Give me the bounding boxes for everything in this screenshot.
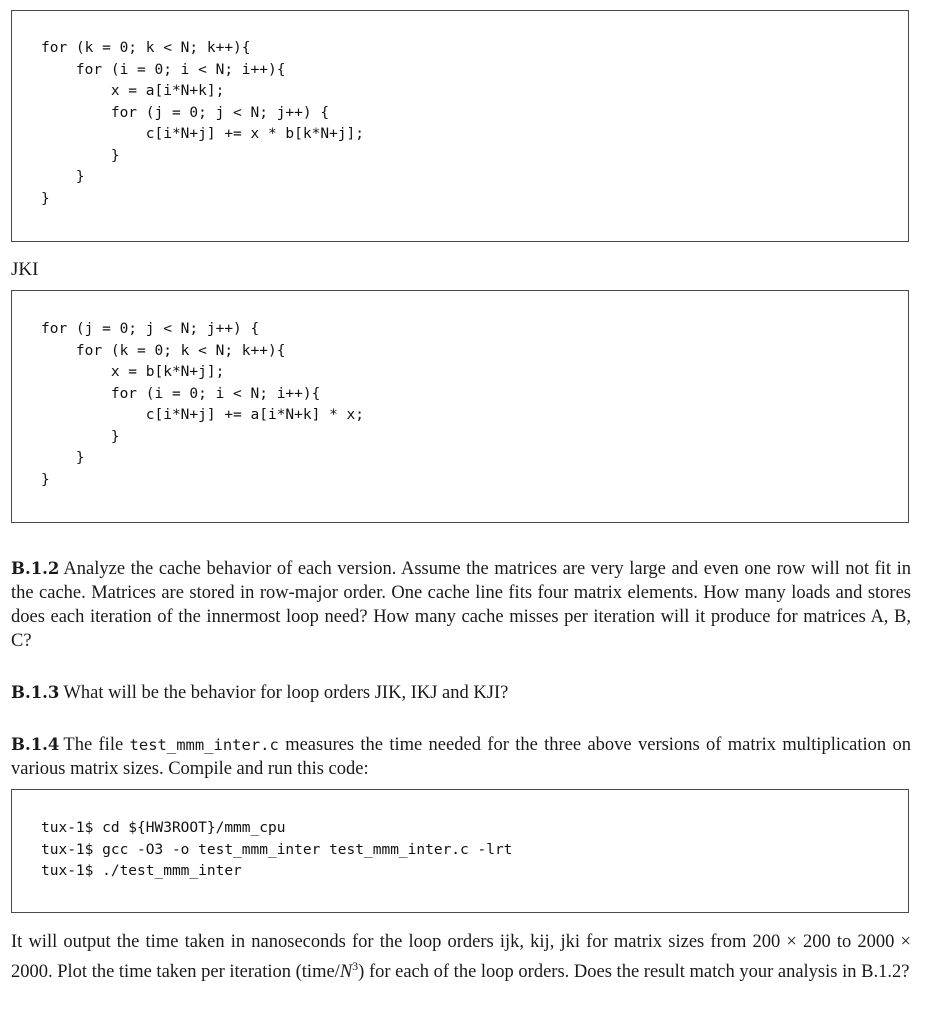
question-text: The file: [63, 735, 124, 755]
code-block-shell: [11, 789, 909, 913]
code-line: for (k = 0; k < N; k++){: [41, 40, 251, 56]
code-line: c[i*N+j] += a[i*N+k] * x;: [41, 407, 365, 423]
question-number: B.1.3: [11, 683, 60, 702]
question-text: Analyze the cache behavior of each version. Assume the matrices are very large and even one row will not fit in the cache. Matrices are stored in row-major order. One cache line fits four matrix elements. How many loads and stores does each iteration of the innermost loop need? How many cache misses per iteration will it produce for matrices A, B, C?: [11, 559, 911, 651]
code-line: x = b[k*N+j];: [41, 364, 225, 380]
code-line: for (k = 0; k < N; k++){: [41, 342, 286, 359]
question-text: measures the time needed for the three above versions of matrix multiplication on various matrix sizes. Compile and run this code:: [11, 735, 912, 779]
code-listing-jki: [41, 319, 364, 491]
math-variable: N: [339, 962, 353, 983]
code-block-jki: [11, 290, 909, 523]
code-line: }: [41, 428, 120, 445]
code-line: for (i = 0; i < N; i++){: [41, 61, 286, 78]
question-b14: [11, 733, 911, 781]
question-b13: [11, 681, 911, 705]
code-line: for (i = 0; i < N; i++){: [41, 385, 321, 402]
code-line: c[i*N+j] += x * b[k*N+j];: [41, 126, 365, 142]
code-block-kij: [11, 10, 909, 242]
code-line: for (j = 0; j < N; j++) {: [41, 321, 260, 337]
paragraph-text: ) for each of the loop orders. Does the result match your analysis in B.1.2?: [358, 962, 910, 983]
code-line: tux-1$ ./test_mmm_inter: [41, 863, 242, 879]
code-line: }: [41, 190, 50, 207]
section-label-jki: JKI: [11, 259, 39, 280]
code-line: for (j = 0; j < N; j++) {: [41, 104, 330, 121]
paragraph-plot-instructions: [11, 930, 911, 984]
code-line: }: [41, 471, 50, 488]
code-line: tux-1$ cd ${HW3ROOT}/mmm_cpu: [41, 820, 286, 836]
question-b12: [11, 557, 911, 653]
code-listing-kij: [41, 38, 364, 210]
question-number: B.1.2: [11, 559, 60, 578]
code-line: x = a[i*N+k];: [41, 83, 225, 99]
file-name: test_mmm_inter.c: [129, 736, 279, 754]
code-line: tux-1$ gcc -O3 -o test_mmm_inter test_mmm_inter.c -lrt: [41, 841, 513, 858]
code-line: }: [41, 450, 85, 466]
paragraph-text: It will output the time taken in nanoseconds for the loop orders ijk, kij, jki for matrix sizes from 200 × 200 to 2000 × 2000. Plot the time taken per iteration (time/: [11, 932, 911, 983]
question-text: What will be the behavior for loop orders JIK, IKJ and KJI?: [63, 683, 509, 703]
math-exponent: 3: [352, 959, 359, 973]
code-listing-shell: [41, 818, 512, 883]
question-number: B.1.4: [11, 735, 60, 754]
code-line: }: [41, 147, 120, 164]
code-line: }: [41, 169, 85, 185]
